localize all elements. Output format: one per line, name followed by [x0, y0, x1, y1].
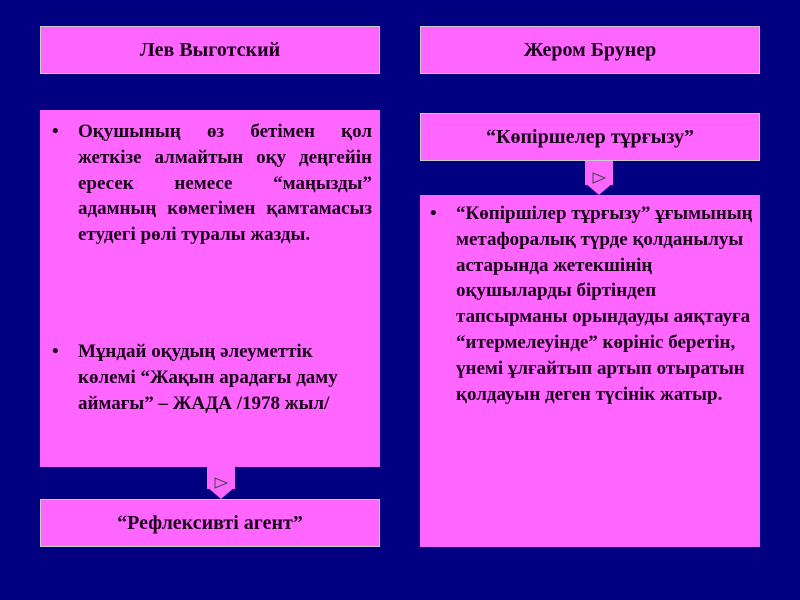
- header-right-text: Жером Брунер: [523, 38, 657, 61]
- arrow-down-connector-icon: [585, 161, 613, 195]
- arrow-down-connector-icon: [207, 467, 235, 499]
- connector-arrowhead: [207, 487, 235, 499]
- connector-arrowhead: [585, 183, 613, 195]
- bullet-dot: •: [52, 341, 59, 362]
- bullet-dot: •: [430, 203, 437, 224]
- vygotsky-bullet-1: Оқушының өз бетімен қол жеткізе алмайтын оқу деңгейін ересек немесе “маңызды” адамның көмегімен қамтамасыз етудегі рөлі туралы жазды.: [78, 121, 372, 246]
- vygotsky-bullet-2: Мұндай оқудың әлеуметтік көлемі “Жақын арадағы даму аймағы” – ЖАДА /1978 жыл/: [78, 341, 338, 414]
- bullet-dot: •: [52, 121, 59, 142]
- scaffolding-title-text: “Көпіршелер тұрғызу”: [486, 125, 694, 148]
- reflexive-agent-text: “Рефлексивті агент”: [117, 511, 303, 534]
- header-left-text: Лев Выготский: [139, 38, 281, 61]
- header-lev-vygotsky: [40, 26, 380, 74]
- vygotsky-content-box: [40, 110, 380, 467]
- reflexive-agent-box: [40, 499, 380, 547]
- scaffolding-title-box: [420, 113, 760, 161]
- bruner-content-box: [420, 195, 760, 547]
- header-jerome-bruner: [420, 26, 760, 74]
- bruner-bullet-1: “Көпіршілер тұрғызу” ұғымының метафоралық түрде қолданылуы астарында жетекшінің оқушыларды біртіндеп тапсырманы орындауды аяқтауға “итермелеуінде” көрініс беретін, үнемі ұлғайтып артып отыратын қолдауын деген түсінік жатыр.: [456, 203, 753, 405]
- connector-stem: [585, 161, 613, 185]
